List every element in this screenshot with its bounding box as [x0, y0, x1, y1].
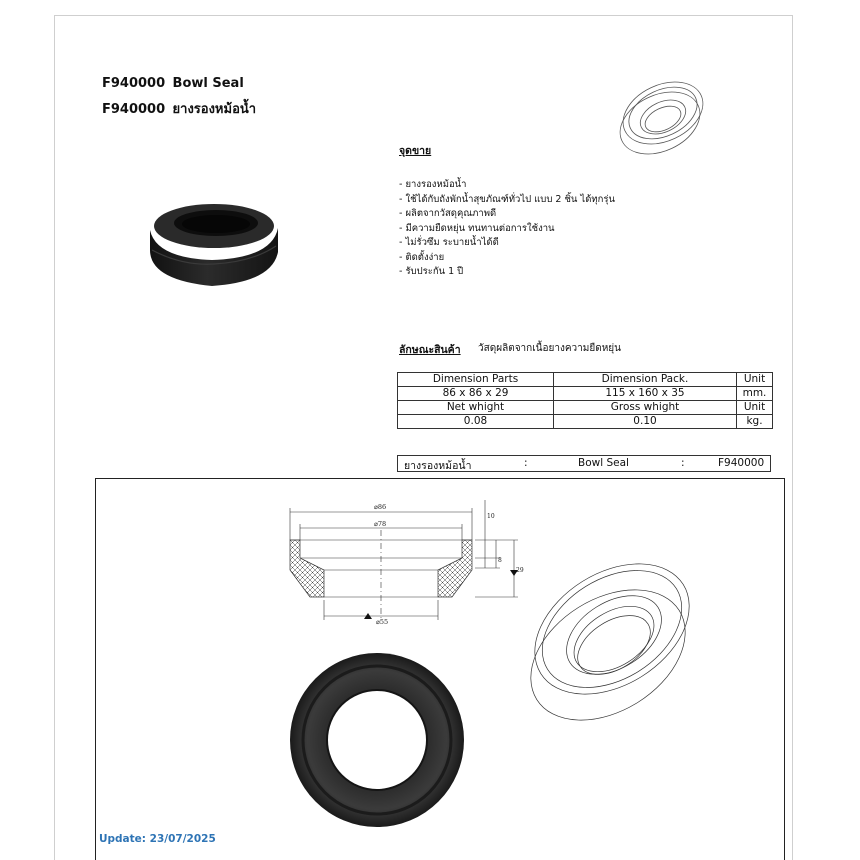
list-item: - ใช้ได้กับถังพักน้ำสุขภัณฑ์ทั่วไป แบบ 2 ชิ้น ได้ทุกรุ่น	[399, 193, 615, 208]
product-name-bar	[397, 455, 771, 472]
table-cell: 0.10	[554, 415, 737, 429]
table-cell: Dimension Parts	[398, 373, 554, 387]
seal-top-view-photo	[287, 650, 467, 830]
list-item: - ผลิตจากวัสดุคุณภาพดี	[399, 207, 615, 222]
cross-section-drawing	[270, 500, 530, 630]
name-bar-english: Bowl Seal	[578, 457, 629, 469]
dim-height-label: 29	[516, 567, 524, 574]
list-item: - ไม่รั่วซึม ระบายน้ำได้ดี	[399, 236, 615, 251]
selling-points-list	[399, 178, 615, 280]
product-title-english	[102, 76, 244, 91]
table-cell: 0.08	[398, 415, 554, 429]
table-cell: Unit	[737, 401, 773, 415]
product-properties-text: วัสดุผลิตจากเนื้อยางความยืดหยุ่น	[478, 343, 621, 354]
dim-rim-label: 10	[487, 513, 495, 520]
product-name-thai: ยางรองหม้อน้ำ	[172, 102, 257, 117]
name-bar-separator: :	[681, 457, 685, 469]
table-row	[398, 415, 773, 429]
list-item: - ติดตั้งง่าย	[399, 251, 615, 266]
table-row	[398, 387, 773, 401]
seal-line-drawing-small	[605, 75, 715, 160]
seal-product-photo	[142, 200, 292, 300]
list-item: - ยางรองหม้อน้ำ	[399, 178, 615, 193]
table-row	[398, 401, 773, 415]
dimensions-table	[397, 372, 773, 429]
table-cell: Dimension Pack.	[554, 373, 737, 387]
name-bar-separator: :	[524, 457, 528, 469]
dim-outer-label: ⌀86	[374, 503, 387, 511]
update-date: Update: 23/07/2025	[99, 833, 216, 845]
name-bar-code: F940000	[718, 457, 765, 469]
name-bar-thai: ยางรองหม้อน้ำ	[404, 460, 472, 472]
table-row	[398, 373, 773, 387]
dim-bottom-label: ⌀55	[376, 618, 389, 626]
table-cell: kg.	[737, 415, 773, 429]
table-cell: Net whight	[398, 401, 554, 415]
product-title-thai	[102, 98, 256, 119]
table-cell: Gross whight	[554, 401, 737, 415]
product-code: F940000	[102, 76, 166, 91]
product-properties-heading: ลักษณะสินค้า	[399, 344, 461, 356]
table-cell: 115 x 160 x 35	[554, 387, 737, 401]
table-cell: Unit	[737, 373, 773, 387]
seal-line-drawing-large	[510, 545, 710, 735]
dim-step-label: 8	[498, 557, 502, 564]
product-name-english: Bowl Seal	[172, 76, 244, 91]
dim-inner-label: ⌀78	[374, 520, 387, 528]
table-cell: mm.	[737, 387, 773, 401]
table-cell: 86 x 86 x 29	[398, 387, 554, 401]
product-code: F940000	[102, 102, 166, 117]
selling-points-heading: จุดขาย	[399, 145, 432, 157]
list-item: - รับประกัน 1 ปี	[399, 265, 615, 280]
list-item: - มีความยืดหยุ่น ทนทานต่อการใช้งาน	[399, 222, 615, 237]
